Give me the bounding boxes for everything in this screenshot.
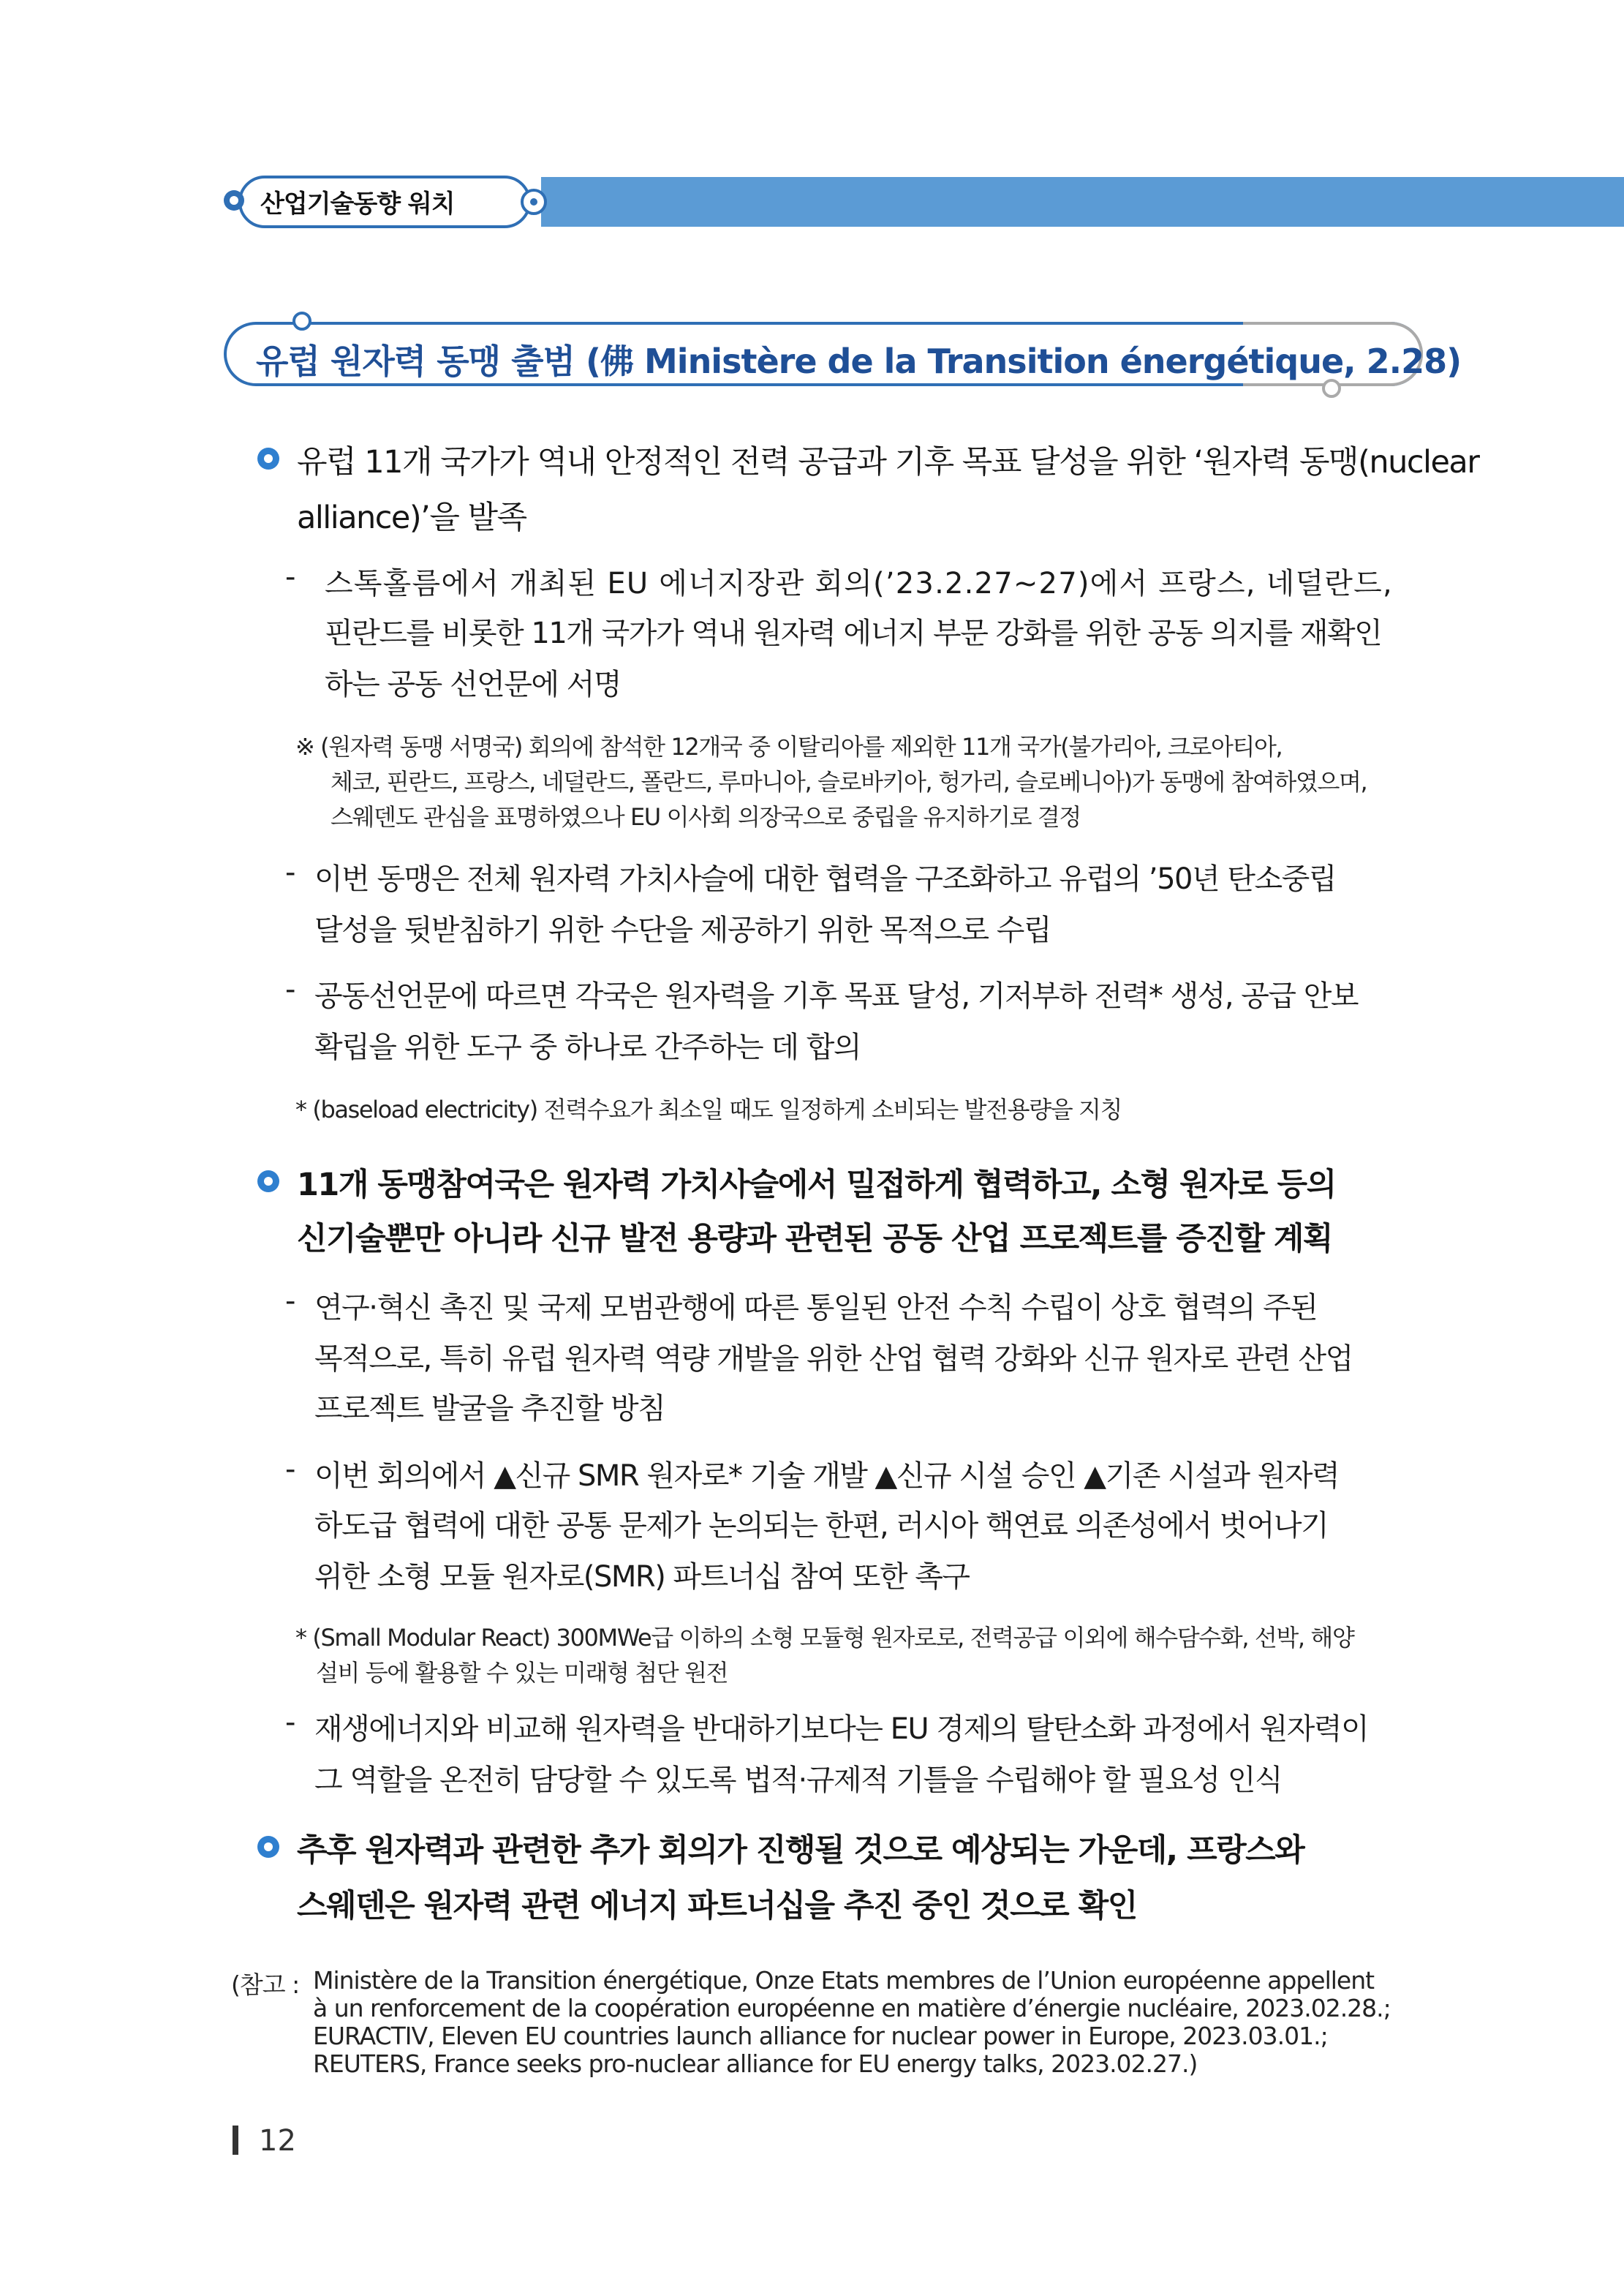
page-number: 12 <box>259 2124 296 2158</box>
bullet-icon <box>257 1170 279 1192</box>
p1-line-1: 유럽 11개 국가가 역내 안정적인 전력 공급과 기후 목표 달성을 위한 ‘원자력 동맹(nuclear <box>297 444 1479 481</box>
p2-note1-line-1: * (Small Modular React) 300MWe급 이하의 소형 모듈형 원자로로, 전력공급 이외에 해수담수화, 선박, 해양 <box>295 1624 1354 1652</box>
dash-marker: - <box>285 1706 296 1739</box>
p2-note1-line-2: 설비 등에 활용할 수 있는 미래형 첨단 원전 <box>316 1659 728 1687</box>
reference-line-2: à un renforcement de la coopération européenne en matière d’énergie nucléaire, 2023.02.28.; <box>313 1994 1391 2022</box>
p1-sub3-line-2: 확립을 위한 도구 중 하나로 간주하는 데 합의 <box>314 1031 861 1064</box>
header-left-dot-icon <box>224 190 244 211</box>
p2-sub1-line-1: 연구·혁신 촉진 및 국제 모범관행에 따른 통일된 안전 수칙 수립이 상호 협력의 주된 <box>314 1291 1318 1325</box>
p1-sub1-line-1: 스톡홀름에서 개최된 EU 에너지장관 회의(’23.2.27~27)에서 프랑스, 네덜란드, <box>325 567 1393 600</box>
p1-sub2-line-1: 이번 동맹은 전체 원자력 가치사슬에 대한 협력을 구조화하고 유럽의 ’50년 탄소중립 <box>314 862 1336 896</box>
p2-sub2-line-3: 위한 소형 모듈 원자로(SMR) 파트너십 참여 또한 촉구 <box>314 1560 970 1594</box>
dash-marker: - <box>285 560 296 594</box>
header-right-dot-icon <box>521 189 547 215</box>
p3-line-1: 추후 원자력과 관련한 추가 회의가 진행될 것으로 예상되는 가운데, 프랑스와 <box>297 1832 1304 1869</box>
page-number-bar <box>233 2126 238 2155</box>
reference-label: (참고 : <box>231 1970 300 1999</box>
article-title: 유럽 원자력 동맹 출범 (佛 Ministère de la Transition énergétique, 2.28) <box>256 342 1462 381</box>
dash-marker: - <box>285 1453 296 1486</box>
p1-sub3-line-1: 공동선언문에 따르면 각국은 원자력을 기후 목표 달성, 기저부하 전력* 생성, 공급 안보 <box>314 979 1359 1013</box>
reference-line-3: EURACTIV, Eleven EU countries launch alliance for nuclear power in Europe, 2023.03.01.; <box>313 2022 1328 2050</box>
dash-marker: - <box>285 973 296 1006</box>
p1-sub1-line-3: 하는 공동 선언문에 서명 <box>325 668 622 701</box>
reference-line-1: Ministère de la Transition énergétique, Onze Etats membres de l’Union européenne appellent <box>313 1966 1375 1995</box>
p1-line-2: alliance)’을 발족 <box>297 500 526 536</box>
reference-line-4: REUTERS, France seeks pro-nuclear alliance for EU energy talks, 2023.02.27.) <box>313 2049 1198 2078</box>
bullet-icon <box>257 1836 279 1858</box>
header-section-label: 산업기술동향 워치 <box>260 189 455 219</box>
p2-line-2: 신기술뿐만 아니라 신규 발전 용량과 관련된 공동 산업 프로젝트를 증진할 계획 <box>297 1221 1332 1257</box>
dash-marker: - <box>285 1284 296 1318</box>
p2-sub2-line-2: 하도급 협력에 대한 공통 문제가 논의되는 한편, 러시아 핵연료 의존성에서 벗어나기 <box>314 1509 1329 1543</box>
p2-sub1-line-3: 프로젝트 발굴을 추진할 방침 <box>314 1392 665 1426</box>
header-band <box>541 177 1624 227</box>
p2-sub3-line-2: 그 역할을 온전히 담당할 수 있도록 법적·규제적 기틀을 수립해야 할 필요성 인식 <box>314 1763 1283 1797</box>
p2-sub3-line-1: 재생에너지와 비교해 원자력을 반대하기보다는 EU 경제의 탈탄소화 과정에서 원자력이 <box>314 1712 1369 1746</box>
p1-note1-line-3: 스웨덴도 관심을 표명하였으나 EU 이사회 의장국으로 중립을 유지하기로 결정 <box>331 803 1081 831</box>
dash-marker: - <box>285 856 296 889</box>
bullet-icon <box>257 448 279 470</box>
p2-sub2-line-1: 이번 회의에서 ▲신규 SMR 원자로* 기술 개발 ▲신규 시설 승인 ▲기존 시설과 원자력 <box>314 1459 1340 1493</box>
title-ring-top-icon <box>292 312 311 331</box>
p1-note1-line-1: ※ (원자력 동맹 서명국) 회의에 참석한 12개국 중 이탈리아를 제외한 11개 국가(불가리아, 크로아티아, <box>295 733 1283 761</box>
p2-sub1-line-2: 목적으로, 특히 유럽 원자력 역량 개발을 위한 산업 협력 강화와 신규 원자로 관련 산업 <box>314 1342 1353 1376</box>
p3-line-2: 스웨덴은 원자력 관련 에너지 파트너십을 추진 중인 것으로 확인 <box>297 1888 1137 1924</box>
p1-sub2-line-2: 달성을 뒷받침하기 위한 수단을 제공하기 위한 목적으로 수립 <box>314 914 1051 947</box>
p1-sub1-line-2: 핀란드를 비롯한 11개 국가가 역내 원자력 에너지 부문 강화를 위한 공동 의지를 재확인 <box>325 617 1382 650</box>
p2-line-1: 11개 동맹참여국은 원자력 가치사슬에서 밀접하게 협력하고, 소형 원자로 등의 <box>297 1167 1336 1203</box>
p1-note1-line-2: 체코, 핀란드, 프랑스, 네덜란드, 폴란드, 루마니아, 슬로바키아, 헝가리, 슬로베니아)가 동맹에 참여하였으며, <box>331 768 1367 796</box>
p1-note2: * (baseload electricity) 전력수요가 최소일 때도 일정하게 소비되는 발전용량을 지칭 <box>295 1096 1122 1123</box>
